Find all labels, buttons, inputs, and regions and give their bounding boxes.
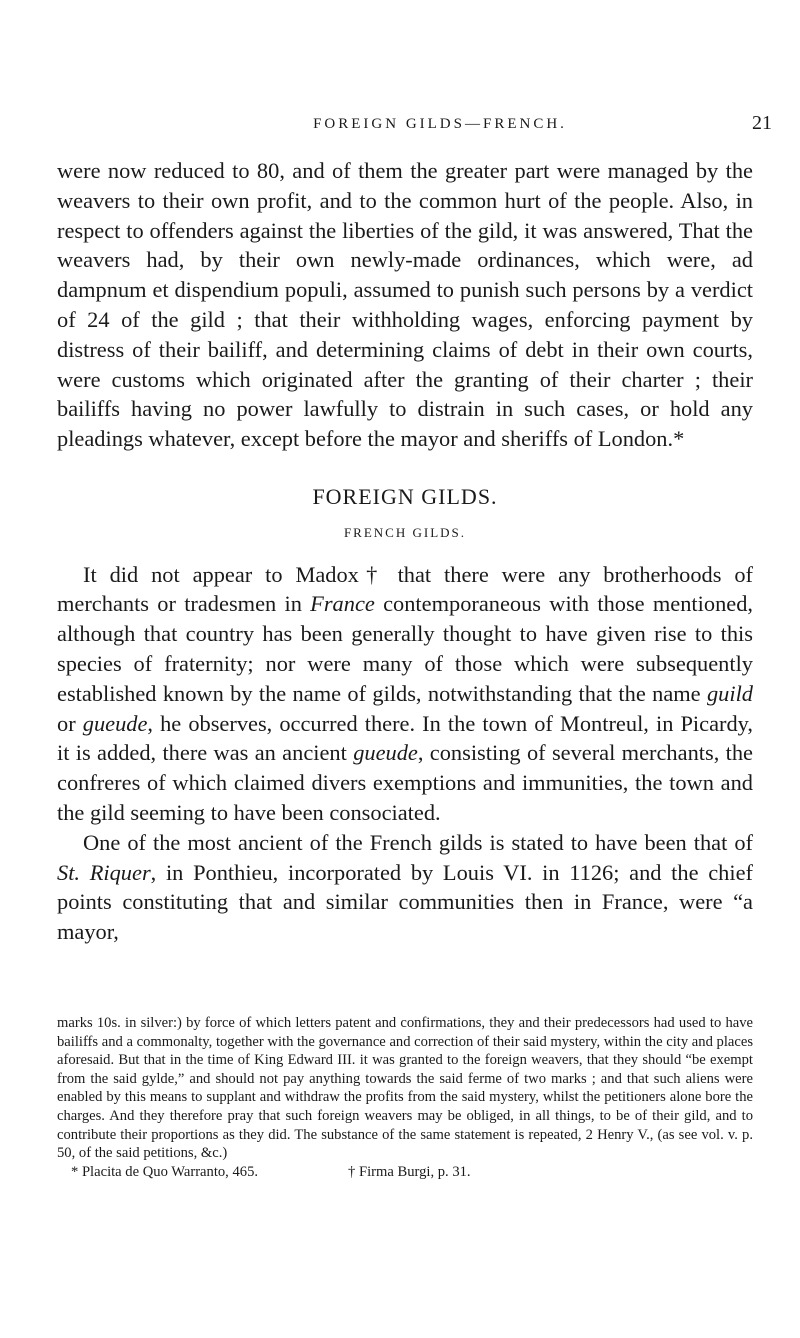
paragraph-st-riquer: One of the most ancient of the French gilds is stated to have been that of St. Riquer, in Ponthieu, incorporated by Louis VI. in 1126; and the chief points constituting that and similar communities then in France, were “a mayor,	[57, 829, 753, 945]
section-subheading: FRENCH GILDS.	[343, 524, 467, 540]
paragraph-continuation: were now reduced to 80, and of them the greater part were managed by the weavers to their own profit, and to the common hurt of the people. Also, in respect to offenders against the liberties of the gild, it was answered, That the weavers had, by their own newly-made ordinances, which were, ad dampnum et dispendium populi, assumed to punish such persons by a verdict of 24 of the gild ; that their withholding wages, enforcing payment by distress of their bailiff, and determining claims of debt in their own courts, were customs which originated after the granting of their charter ; their bailiffs having no power lawfully to distrain in such cases, or hold any pleadings whatever, except before the mayor and sheriffs of London.*	[57, 158, 753, 452]
running-head: FOREIGN GILDS—FRENCH.	[313, 116, 567, 132]
italic-france: France	[310, 591, 375, 617]
paragraph-madox: It did not appear to Madox† that there were any brotherhoods of merchants or tradesmen in France contemporaneous with those mentioned, although that country has been generally thought to have given rise to this species of fraternity; nor were many of those which were subsequently established known by the name of gilds, notwithstanding that the name guild or gueude, he observes, occurred there. In the town of Montreul, in Picardy, it is added, there was an ancient gueude, consisting of several merchants, the confreres of which claimed divers exemptions and immunities, the town and the gild seeming to have been consociated.	[57, 561, 754, 825]
footnote-ref-1: * Placita de Quo Warranto, 465.	[71, 1163, 259, 1180]
footnote-ref-2: † Firma Burgi, p. 31.	[348, 1163, 471, 1180]
italic-gueude-2: gueude	[353, 740, 418, 766]
footnote-continuation: marks 10s. in silver:) by force of which letters patent and confirmations, they and their predecessors had used to have bailiffs and a commonalty, together with the governance and correction of their said mystery, within the city and places aforesaid. But that in the time of King Edward III. it was granted to the foreign weavers, that they should “be exempt from the said gylde,” and should not pay anything towards the said ferme of two marks ; and that such aliens were enabled by this means to supplant and withdraw the profits from the said mystery, whilst the petitioners alone bore the charges. And they therefore pray that such foreign weavers may be obliged, in all things, to be of their gild, and to contribute their proportions as they did. The substance of the same statement is repeated, 2 Henry V., (as see vol. v. p. 50, of the said petitions, &c.)	[57, 1015, 753, 1162]
page-number: 21	[752, 112, 772, 134]
main-text	[57, 156, 753, 947]
footnotes	[57, 1014, 753, 1181]
section-heading: FOREIGN GILDS.	[312, 483, 498, 509]
italic-gueude: gueude	[82, 710, 148, 736]
footnote-references	[57, 1163, 753, 1182]
italic-guild: guild	[706, 680, 753, 706]
italic-st-riquer: St. Riquer	[57, 859, 151, 885]
